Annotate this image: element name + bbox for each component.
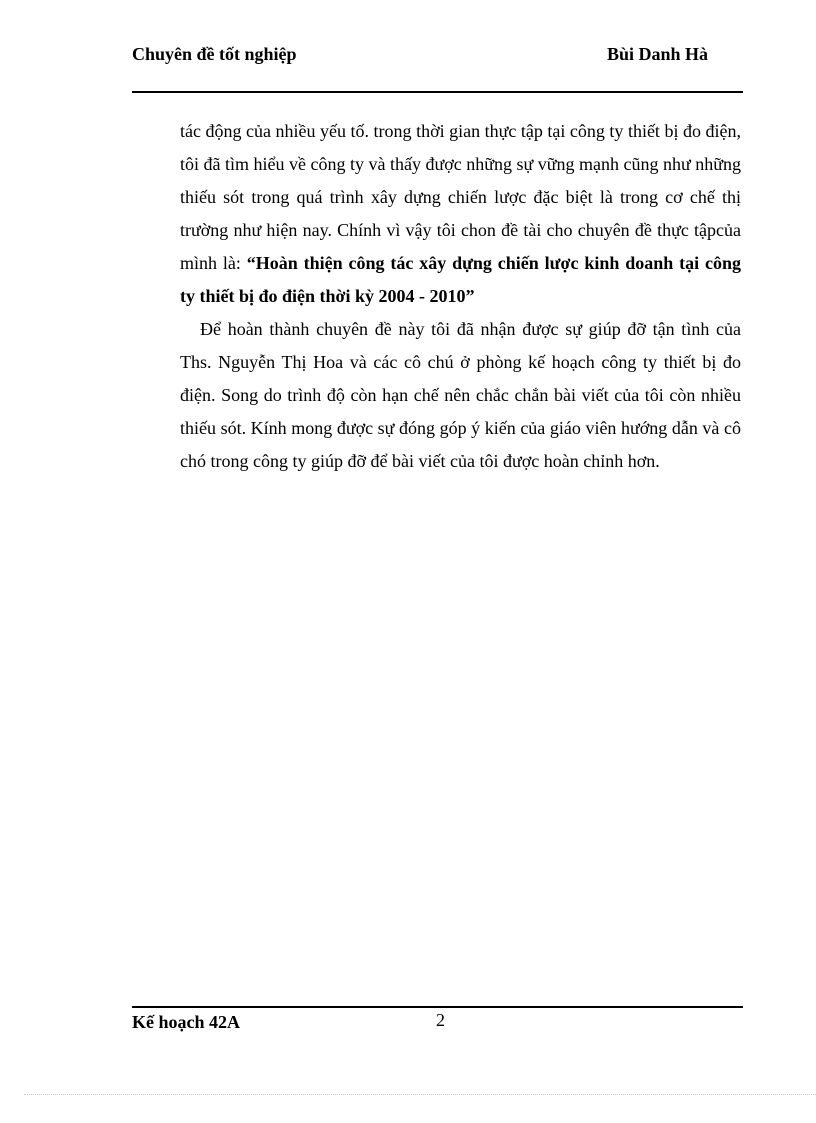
paragraph-2: Để hoàn thành chuyên đề này tôi đã nhận được sự giúp đỡ tận tình của Ths. Nguyễn Thị Hoa và các cô chú ở phòng kế hoạch công ty thiết bị đo điện. Song do trình độ còn hạn chế nên chắc chắn bài viết của tôi còn nhiều thiếu sót. Kính mong được sự đóng góp ý kiến của giáo viên hướng dẫn và cô chó trong công ty giúp đỡ để bài viết của tôi được hoàn chỉnh hơn. (180, 319, 741, 471)
footer-class: Kế hoạch 42A (132, 1012, 240, 1032)
footer-divider (132, 1006, 743, 1008)
header-divider (132, 91, 743, 93)
body-text (180, 115, 741, 478)
paragraph-1-text: tác động của nhiều yếu tố. trong thời gian thực tập tại công ty thiết bị đo điện, tôi đã tìm hiểu về công ty và thấy được những sự vững mạnh cũng như những thiếu sót trong quá trình xây dựng chiến lược đặc biệt là trong cơ chế thị trường như hiện nay. Chính vì vậy tôi chon đề tài cho chuyên đề thực tậpcủa mình là: (180, 121, 741, 273)
header-author: Bùi Danh Hà (607, 44, 709, 64)
page-edge-divider (24, 1094, 816, 1095)
paragraph-1 (180, 115, 741, 313)
header-title: Chuyên đề tốt nghiệp (132, 44, 297, 64)
page-number: 2 (436, 1010, 445, 1030)
thesis-title: “Hoàn thiện công tác xây dựng chiến lược kinh doanh tại công ty thiết bị đo điện thời kỳ 2004 - 2010” (180, 253, 741, 306)
